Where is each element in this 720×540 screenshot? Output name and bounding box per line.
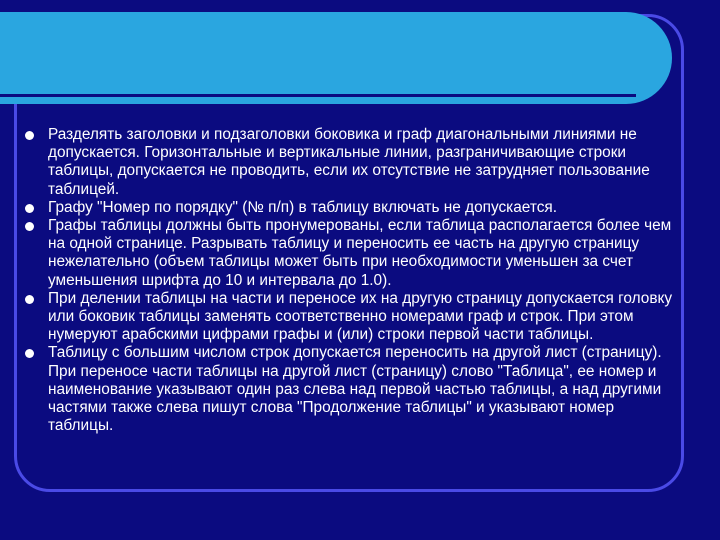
title-divider — [0, 94, 636, 97]
bullet-item — [22, 217, 682, 290]
bullet-item — [22, 126, 682, 199]
bullet-list — [22, 126, 682, 435]
bullet-text: Разделять заголовки и подзаголовки боковика и граф диагональными линиями не допускается. Горизонтальные и вертикальные линии, разграничивающие строки таблицы, допускается не проводить, если их отсутствие не затрудняет пользование таблицей. — [48, 126, 650, 198]
bullet-text: Таблицу с большим числом строк допускается переносить на другой лист (страницу). При переносе части таблицы на другой лист (страницу) слово "Таблица", ее номер и наименование указывают один раз слева над первой частью таблицы, а над другими частями также слева пишут слова "Продолжение таблицы" и указывают номер таблицы. — [48, 344, 662, 435]
bullet-dot-icon — [25, 204, 34, 213]
title-bar — [0, 12, 672, 104]
bullet-text: Графу "Номер по порядку" (№ п/п) в таблицу включать не допускается. — [48, 198, 558, 216]
bullet-dot-icon — [25, 131, 34, 140]
bullet-text: Графы таблицы должны быть пронумерованы, если таблица располагается более чем на одной странице. Разрывать таблицу и переносить ее часть на другую страницу нежелательно (объем таблицы может быть при необходимости уменьшен за счет уменьшения шрифта до 10 и интервала до 1.0). — [48, 217, 672, 289]
bullet-item — [22, 290, 682, 345]
bullet-item — [22, 344, 682, 435]
bullet-text: При делении таблицы на части и переносе их на другую страницу допускается головку или боковик таблицы заменять соответственно номерами граф и строк. При этом нумеруют арабскими цифрами графы и (или) строки первой части таблицы. — [48, 289, 673, 344]
bullet-item — [22, 199, 682, 217]
bullet-dot-icon — [25, 295, 34, 304]
bullet-dot-icon — [25, 222, 34, 231]
bullet-dot-icon — [25, 349, 34, 358]
